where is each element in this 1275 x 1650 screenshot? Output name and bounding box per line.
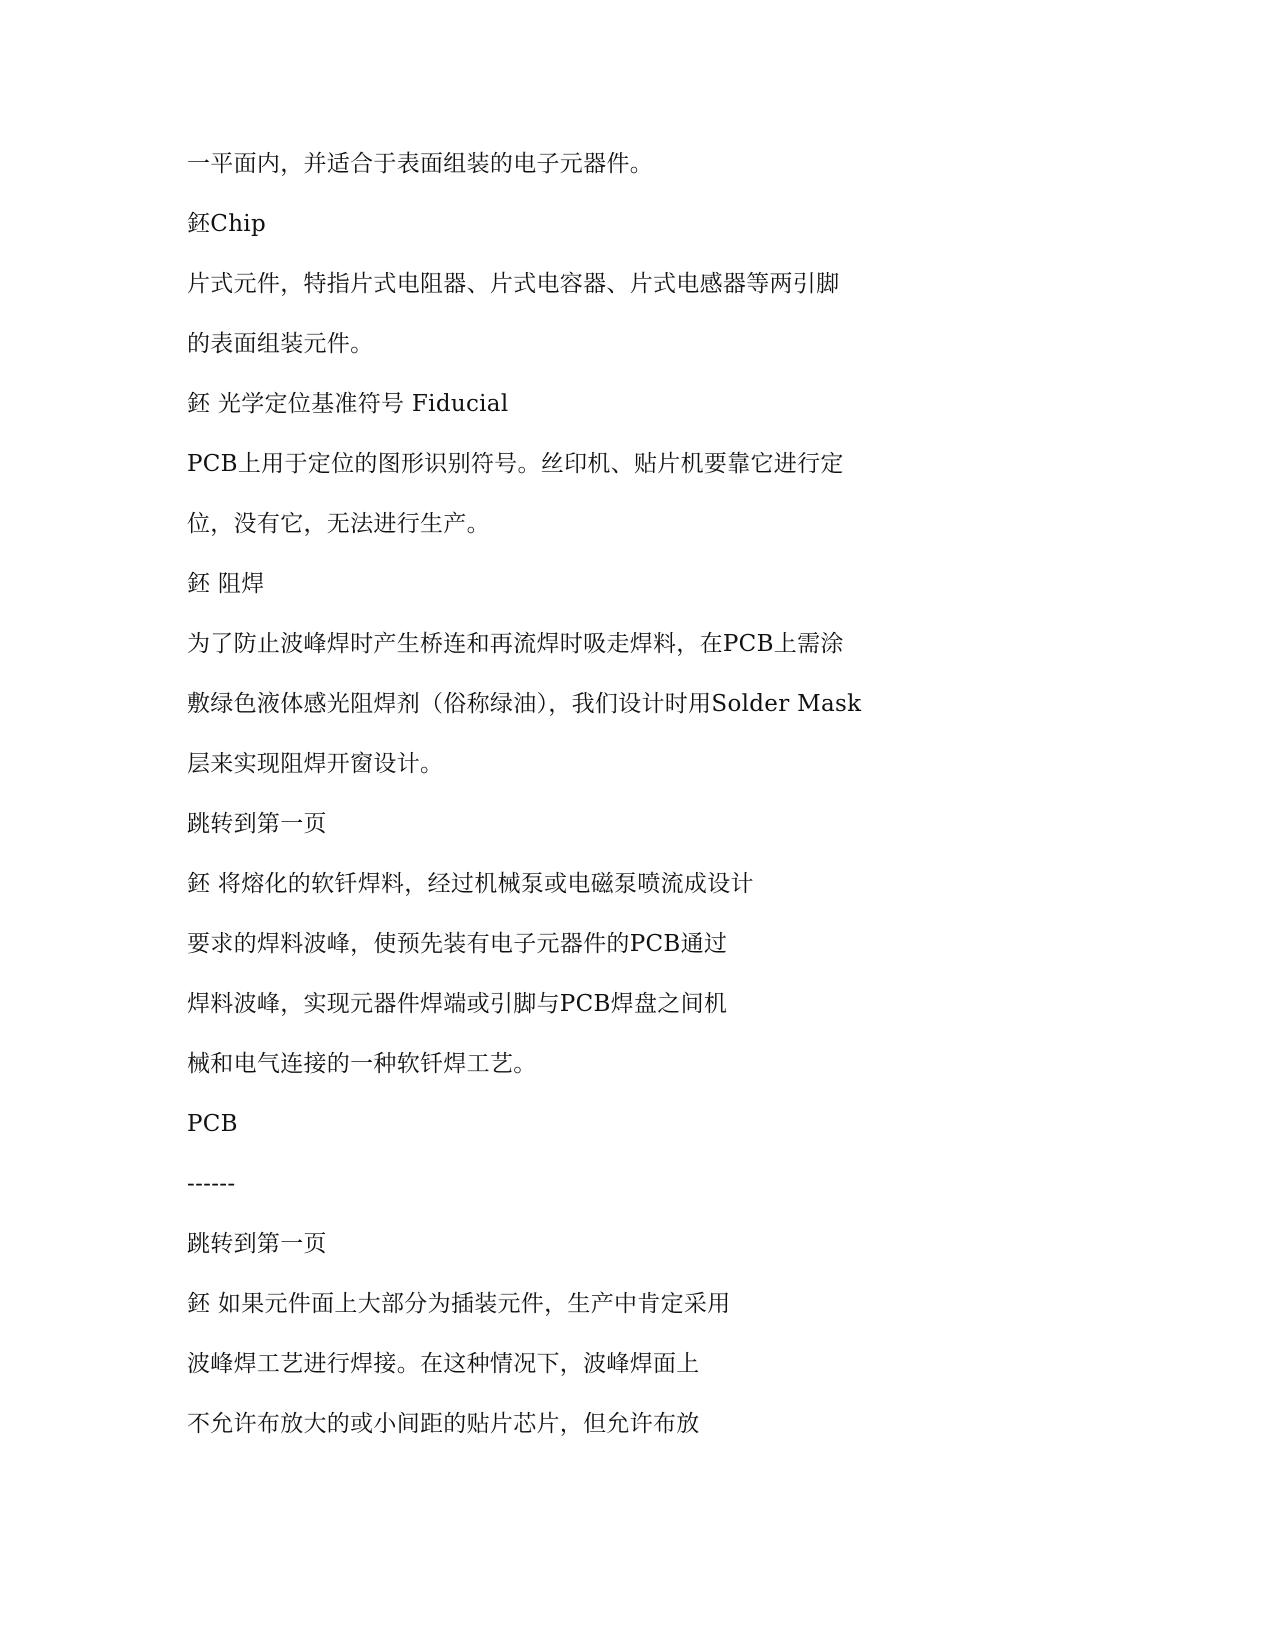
text-line: 位，没有它，无法进行生产。	[187, 511, 490, 537]
text-line: ------	[187, 1171, 236, 1197]
text-line: 鉟 光学定位基准符号 Fiducial	[187, 391, 509, 417]
text-line: 不允许布放大的或小间距的贴片芯片，但允许布放	[187, 1411, 700, 1437]
text-line: PCB上用于定位的图形识别符号。丝印机、贴片机要靠它进行定	[187, 451, 844, 477]
text-line: 一平面内，并适合于表面组装的电子元器件。	[187, 151, 653, 177]
text-line: 层来实现阻焊开窗设计。	[187, 751, 444, 777]
text-line: 波峰焊工艺进行焊接。在这种情况下，波峰焊面上	[187, 1351, 700, 1377]
jump-to-first-page-link[interactable]: 跳转到第一页	[187, 811, 327, 837]
text-line: PCB	[187, 1111, 238, 1137]
jump-to-first-page-link[interactable]: 跳转到第一页	[187, 1231, 327, 1257]
text-line: 鉟 如果元件面上大部分为插装元件，生产中肯定采用	[187, 1291, 731, 1317]
text-line: 要求的焊料波峰，使预先装有电子元器件的PCB通过	[187, 931, 728, 957]
text-line: 敷绿色液体感光阻焊剂（俗称绿油），我们设计时用Solder Mask	[187, 691, 862, 717]
text-line: 鉟 将熔化的软钎焊料，经过机械泵或电磁泵喷流成设计	[187, 871, 754, 897]
text-line: 的表面组装元件。	[187, 331, 374, 357]
text-line: 械和电气连接的一种软钎焊工艺。	[187, 1051, 537, 1077]
text-line: 为了防止波峰焊时产生桥连和再流焊时吸走焊料，在PCB上需涂	[187, 631, 844, 657]
text-line: 鉟Chip	[187, 211, 266, 237]
text-line: 鉟 阻焊	[187, 571, 265, 597]
text-line: 片式元件，特指片式电阻器、片式电容器、片式电感器等两引脚	[187, 271, 840, 297]
text-line: 焊料波峰，实现元器件焊端或引脚与PCB焊盘之间机	[187, 991, 728, 1017]
